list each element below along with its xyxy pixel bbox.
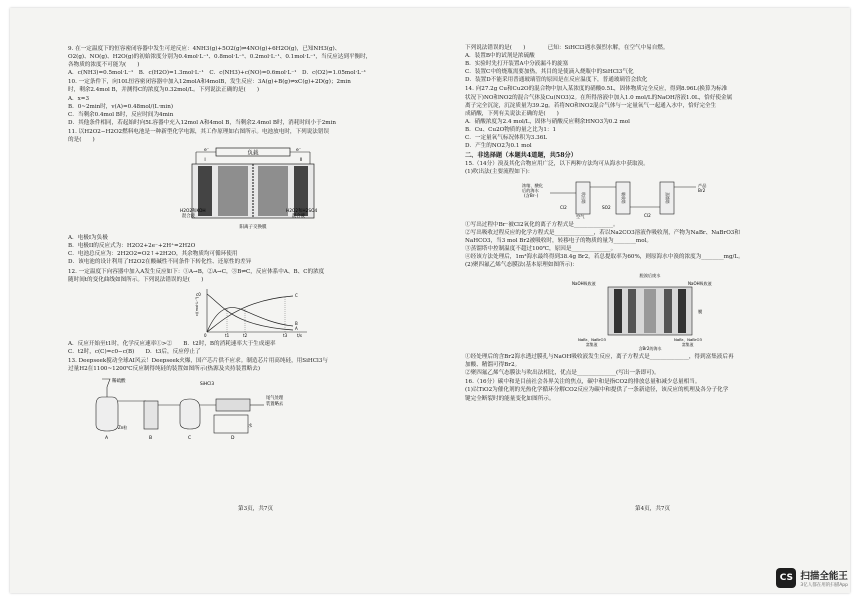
question-14-option-a: A．硝酸浓度为2.4 mol/L，固体与硝酸反应剩余HNO3为0.2 mol (465, 118, 630, 125)
question-10-option-a: A．x=3 (68, 95, 90, 102)
question-9-line: O2(g)、NO(g)、H2O(g)的初始浓度分别为0.4mol·L⁻¹、0.8mol·L⁻¹、0.2mol·L⁻¹、0.1mol·L⁻¹，当反应达到平衡时， (68, 54, 372, 61)
electrode-ii-label: II (299, 158, 303, 164)
scanner-app-name: 扫描全能王 (800, 571, 848, 582)
water-bath (214, 415, 248, 433)
electron-flow-right: e⁻ (296, 148, 302, 154)
question-12-stem: 12. 一定温度下向容器中加入A发生反应如下：①A→B，②A→C，③B⇌C，反应体系中A、B、C的浓度 (68, 268, 325, 275)
right-inlet-label-2: 混合液 (292, 214, 305, 220)
question-15-part-2: (2)聚四氟乙烯气态膜法(基本原理如图所示)： (465, 261, 578, 268)
chlorine-in-2: Cl2 (644, 212, 651, 218)
apparatus-a-label: A (105, 436, 109, 442)
left-inlet-label: H2O2和KOH (180, 209, 206, 215)
air-label: 空气 (576, 213, 585, 219)
curve-c (207, 296, 293, 332)
concentration-time-graph (193, 286, 313, 338)
seawater-in-label: 含Br2的海水 (638, 346, 662, 352)
question-11-option-c: C．电池总反应为：2H2O2=O2↑+2H2O，其余物质均可循环使用 (68, 251, 238, 258)
question-11-option-b: B．电极II的反应式为：H2O2+2e⁻+2H⁺=2H2O (68, 243, 196, 250)
apparatus-d-label: D (231, 436, 235, 442)
scanned-exam-page (10, 8, 850, 593)
tower-1-label: 吹出塔 (581, 191, 586, 204)
funnel-label: 稀硫酸 (112, 379, 126, 385)
apparatus-c-label: C (188, 436, 192, 442)
sihcl3-label: SiHCl3 (200, 382, 215, 388)
question-15-sub-6: ②聚四氟乙烯气态膜法与吹出法相比，优点是______________(写出一条即可)。 (465, 370, 660, 377)
left-page-column (68, 44, 438, 443)
wash-bottle-b (144, 401, 158, 429)
product-label-2: Br2 (698, 187, 706, 193)
flask-c (180, 399, 200, 429)
question-13-option-a: A．装置B中的试剂是浓硫酸 (465, 53, 535, 60)
question-15-sub-2b: NaHCO3，当3 mol Br2被吸收时，转移电子的物质的量为________mol。 (465, 237, 652, 244)
question-12-prompt: 随时间t的变化曲线如图所示。下列说法错误的是( ) (68, 276, 204, 283)
tube-d (216, 399, 250, 411)
question-15-sub-3: ③蒸馏塔中控制温度不超过100℃，原因是______________。 (465, 245, 617, 252)
electrode-i-label: I (204, 158, 206, 164)
x-axis-label: t/s (297, 332, 302, 338)
question-13-option-b: B．实验时先打开装置A中分液漏斗的旋塞 (465, 61, 569, 68)
silicon-apparatus-diagram (88, 375, 298, 441)
waste-water-label: 脱溴后废水 (639, 273, 661, 279)
question-14-prompt: 成硝酸，下列有关说法正确的是( ) (465, 110, 559, 117)
fuel-cell-diagram (178, 146, 328, 232)
question-15-sub-5b: 加酸、精馏可得Br2。 (465, 362, 521, 369)
tick-0: 0 (204, 332, 207, 338)
right-inlet-label: H2O2和H2SO4 (286, 209, 318, 215)
question-16-part-1: (1)以TiO2为催化剂的光热化学循环分解CO2反应为碳中和提供了一条新途径，该反应的机理及各分子化学 (465, 387, 729, 394)
tick-t2: t2 (243, 332, 248, 338)
left-absorbent-label: NaOH吸收液 (572, 281, 596, 287)
left-page-number: 第3页，共7页 (238, 506, 274, 512)
so2-label: SO2 (602, 204, 611, 210)
scanner-watermark (776, 568, 848, 588)
separatory-funnel (102, 379, 110, 397)
curve-b (207, 307, 293, 331)
outlet-label-2: 装置略去 (266, 402, 284, 408)
flask-a (96, 397, 118, 431)
membrane-tag: 膜 (698, 309, 703, 315)
left-enriched-label: NaBr、NaBrO3 (578, 337, 606, 343)
question-11-prompt: 的是( ) (68, 137, 95, 144)
water-label: 水 (248, 424, 253, 430)
question-15-part-1: (1)吹出法(主要流程如下)： (465, 169, 534, 176)
question-14-option-d: D．产生的NO2为0.1 mol (465, 143, 532, 150)
right-page-number: 第4页，共7页 (635, 506, 671, 512)
question-14-option-b: B．Cu、Cu2O物质的量之比为1：1 (465, 126, 557, 133)
apparatus-b-label: B (149, 436, 153, 442)
question-14-stem: 14. 向27.2g Cu和Cu2O的混合物中加入某浓度的硝酸0.5L，固体物质完全反应，得到8.96L(换算为标准 (465, 86, 728, 93)
question-9-options: A．c(NH3)=0.5mol·L⁻¹ B．c(H2O)=1.3mol·L⁻¹ C．c(NH3)+c(NO)=0.6mol·L⁻¹ D．c(O2)=1.05mol·L⁻¹ (68, 70, 367, 77)
gas-membrane-diagram (570, 271, 730, 351)
question-14-line-3: 离子完全沉淀，沉淀质量为39.2g。若将NO和NO2混合气体与一定量氧气一起通入水中，恰好完全生 (465, 102, 717, 109)
tower-2-label: 吸收塔 (621, 191, 626, 204)
section-heading: 二、非选择题（本题共4道题，共58分） (465, 152, 577, 160)
question-15-sub-2: ②写出吸收过程反应的化学方程式是______________，若以Na2CO3溶液作吸收剂，产物为NaBr、NaBrO3和 (465, 229, 740, 236)
question-14-line-2: 状况下)NO和NO2的混合气体及Cu(NO3)2。在所得溶液中加入1.0 mol/L的NaOH溶液1.0L，恰好使金属 (465, 94, 733, 101)
question-16-stem: 16.（16分）碳中和是目前社会各界关注的焦点，碳中和是指CO2的排放总量和减少总量相当。 (465, 379, 701, 386)
question-11-option-a: A．电极I为负极 (68, 235, 108, 242)
load-label: 负载 (247, 150, 259, 157)
membrane-label: 阳离子交换膜 (239, 225, 267, 231)
question-14-option-c: C．一定量氧气标况体积为3.36L (465, 135, 547, 142)
question-15-stem: 15.（14分）溴及其化合物应用广泛，以下两种方法均可从海水中获取溴。 (465, 161, 649, 168)
right-page-column (465, 44, 835, 403)
c0-label: c0 (196, 291, 201, 297)
question-10-stem: 10. 一定条件下，向10L恒容密闭容器中加入12molA和4molB，发生反应：3A(g)+B(g)⇌xC(g)+2D(g)；2min (68, 79, 351, 86)
curve-b-label: B (295, 320, 298, 326)
question-12-options-ab: A．反应开始至t1时，化学反应速率①>② B．t2时，B的消耗速率大于生成速率 (68, 340, 276, 347)
question-13-continue: 下列说法错误的是( ) 已知：SiHCl3遇水强烈水解，在空气中易自燃。 (465, 45, 669, 51)
electron-flow-left: e⁻ (204, 148, 210, 154)
question-9-prompt: 各物质的浓度不可能为( ) (68, 62, 140, 69)
right-absorbent-label: NaOH吸收液 (688, 281, 712, 287)
blow-out-flowchart (520, 179, 780, 219)
feed-label: 浓缩、酸化 (522, 182, 543, 188)
left-enriched-label-2: 富集液 (586, 342, 598, 348)
question-10-prompt: 时，剩余2.4mol B，并测得C的浓度为0.32mol/L。下列说法正确的是( ) (68, 87, 260, 94)
feed-label-3: (含Br⁻) (524, 192, 539, 198)
left-inlet-label-2: 混合液 (182, 214, 195, 220)
question-11-stem: 11. 以H2O2−H2O2燃料电池是一种新型化学电源，其工作原理如右图所示。电池放电时，下列说法错误 (68, 128, 330, 135)
tower-3-label: 蒸馏塔 (665, 191, 670, 204)
question-13-stem: 13. Deepseek搅动全球AI风云！Deepseek火爆，国产芯片供不应求。制造芯片用高纯硅，用SiHCl3与 (68, 357, 328, 364)
question-10-option-b: B．0~2min时，v(A)=0.48mol/(L·min) (68, 103, 173, 110)
question-12-options-cd: C．t2时，c(C)=c0−c(B) D．t3后，反应停止了 (68, 348, 201, 355)
feed-label-2: 后的海水 (522, 187, 539, 193)
scanner-logo-icon: CS (776, 568, 796, 588)
scanner-tagline: 3亿人都在用的扫描App (800, 583, 848, 588)
tick-t3: t3 (283, 332, 288, 338)
question-11-option-d: D．该电池的设计利用了H2O2在酸碱性不同条件下转化性、还原性的差异 (68, 259, 252, 266)
question-10-option-d: D．其他条件相同，若起始时向5L容器中充入12mol A和4mol B，当剩余2.4mol B时，消耗时间小于2min (68, 119, 336, 126)
question-9-stem: 9. 在一定温度下的恒容密闭容器中发生可逆反应：4NH3(g)+5O2(g)⇌4NO(g)+6H2O(g)，已知NH3(g)、 (68, 46, 341, 52)
outlet-label: 尾气处理 (266, 396, 284, 402)
question-13-option-d: D．装置D不能采用普通玻璃管的原因是在反应温度下，普通玻璃管会软化 (465, 77, 648, 84)
question-13-option-c: C．装置C中的烧瓶需要加热，其目的是使滴入烧瓶中的SiHCl3气化 (465, 69, 634, 76)
zn-label: Zn粒 (118, 425, 128, 431)
y-axis-label: c/(mol·L⁻¹) (195, 296, 199, 316)
question-10-option-c: C．当剩余0.4mol B时，反应时间为4min (68, 111, 174, 118)
curve-a-label: A (295, 325, 298, 331)
tick-t1: t1 (225, 332, 230, 338)
question-15-sub-4: ④经该方法处理后，1m³海水最终得到38.4g Br2，若总提取率为60%，则原海水中溴的浓度为________mg/L。 (465, 253, 744, 260)
right-enriched-label: NaBr、NaBrO3 (674, 337, 702, 343)
question-15-sub-1: ①写出过程中Br⁻被Cl2氧化的离子方程式是______________。 (465, 221, 619, 228)
question-15-sub-5: ①经处理后的含Br2海水透过膜孔与NaOH吸收液发生反应，离子方程式是______________，得到富集液后再 (465, 354, 734, 361)
question-16-part-1b: 键完全断裂时的能量变化如图所示。 (465, 395, 555, 402)
question-13-line: 过量H2在1100~1200℃反应制得纯硅的装置如图所示(热源及夹持装置略去) (68, 365, 261, 372)
chlorine-in-1: Cl2 (560, 204, 567, 210)
right-enriched-label-2: 富集液 (682, 342, 694, 348)
curve-c-label: C (295, 292, 298, 298)
product-label: 产品 (698, 182, 707, 188)
